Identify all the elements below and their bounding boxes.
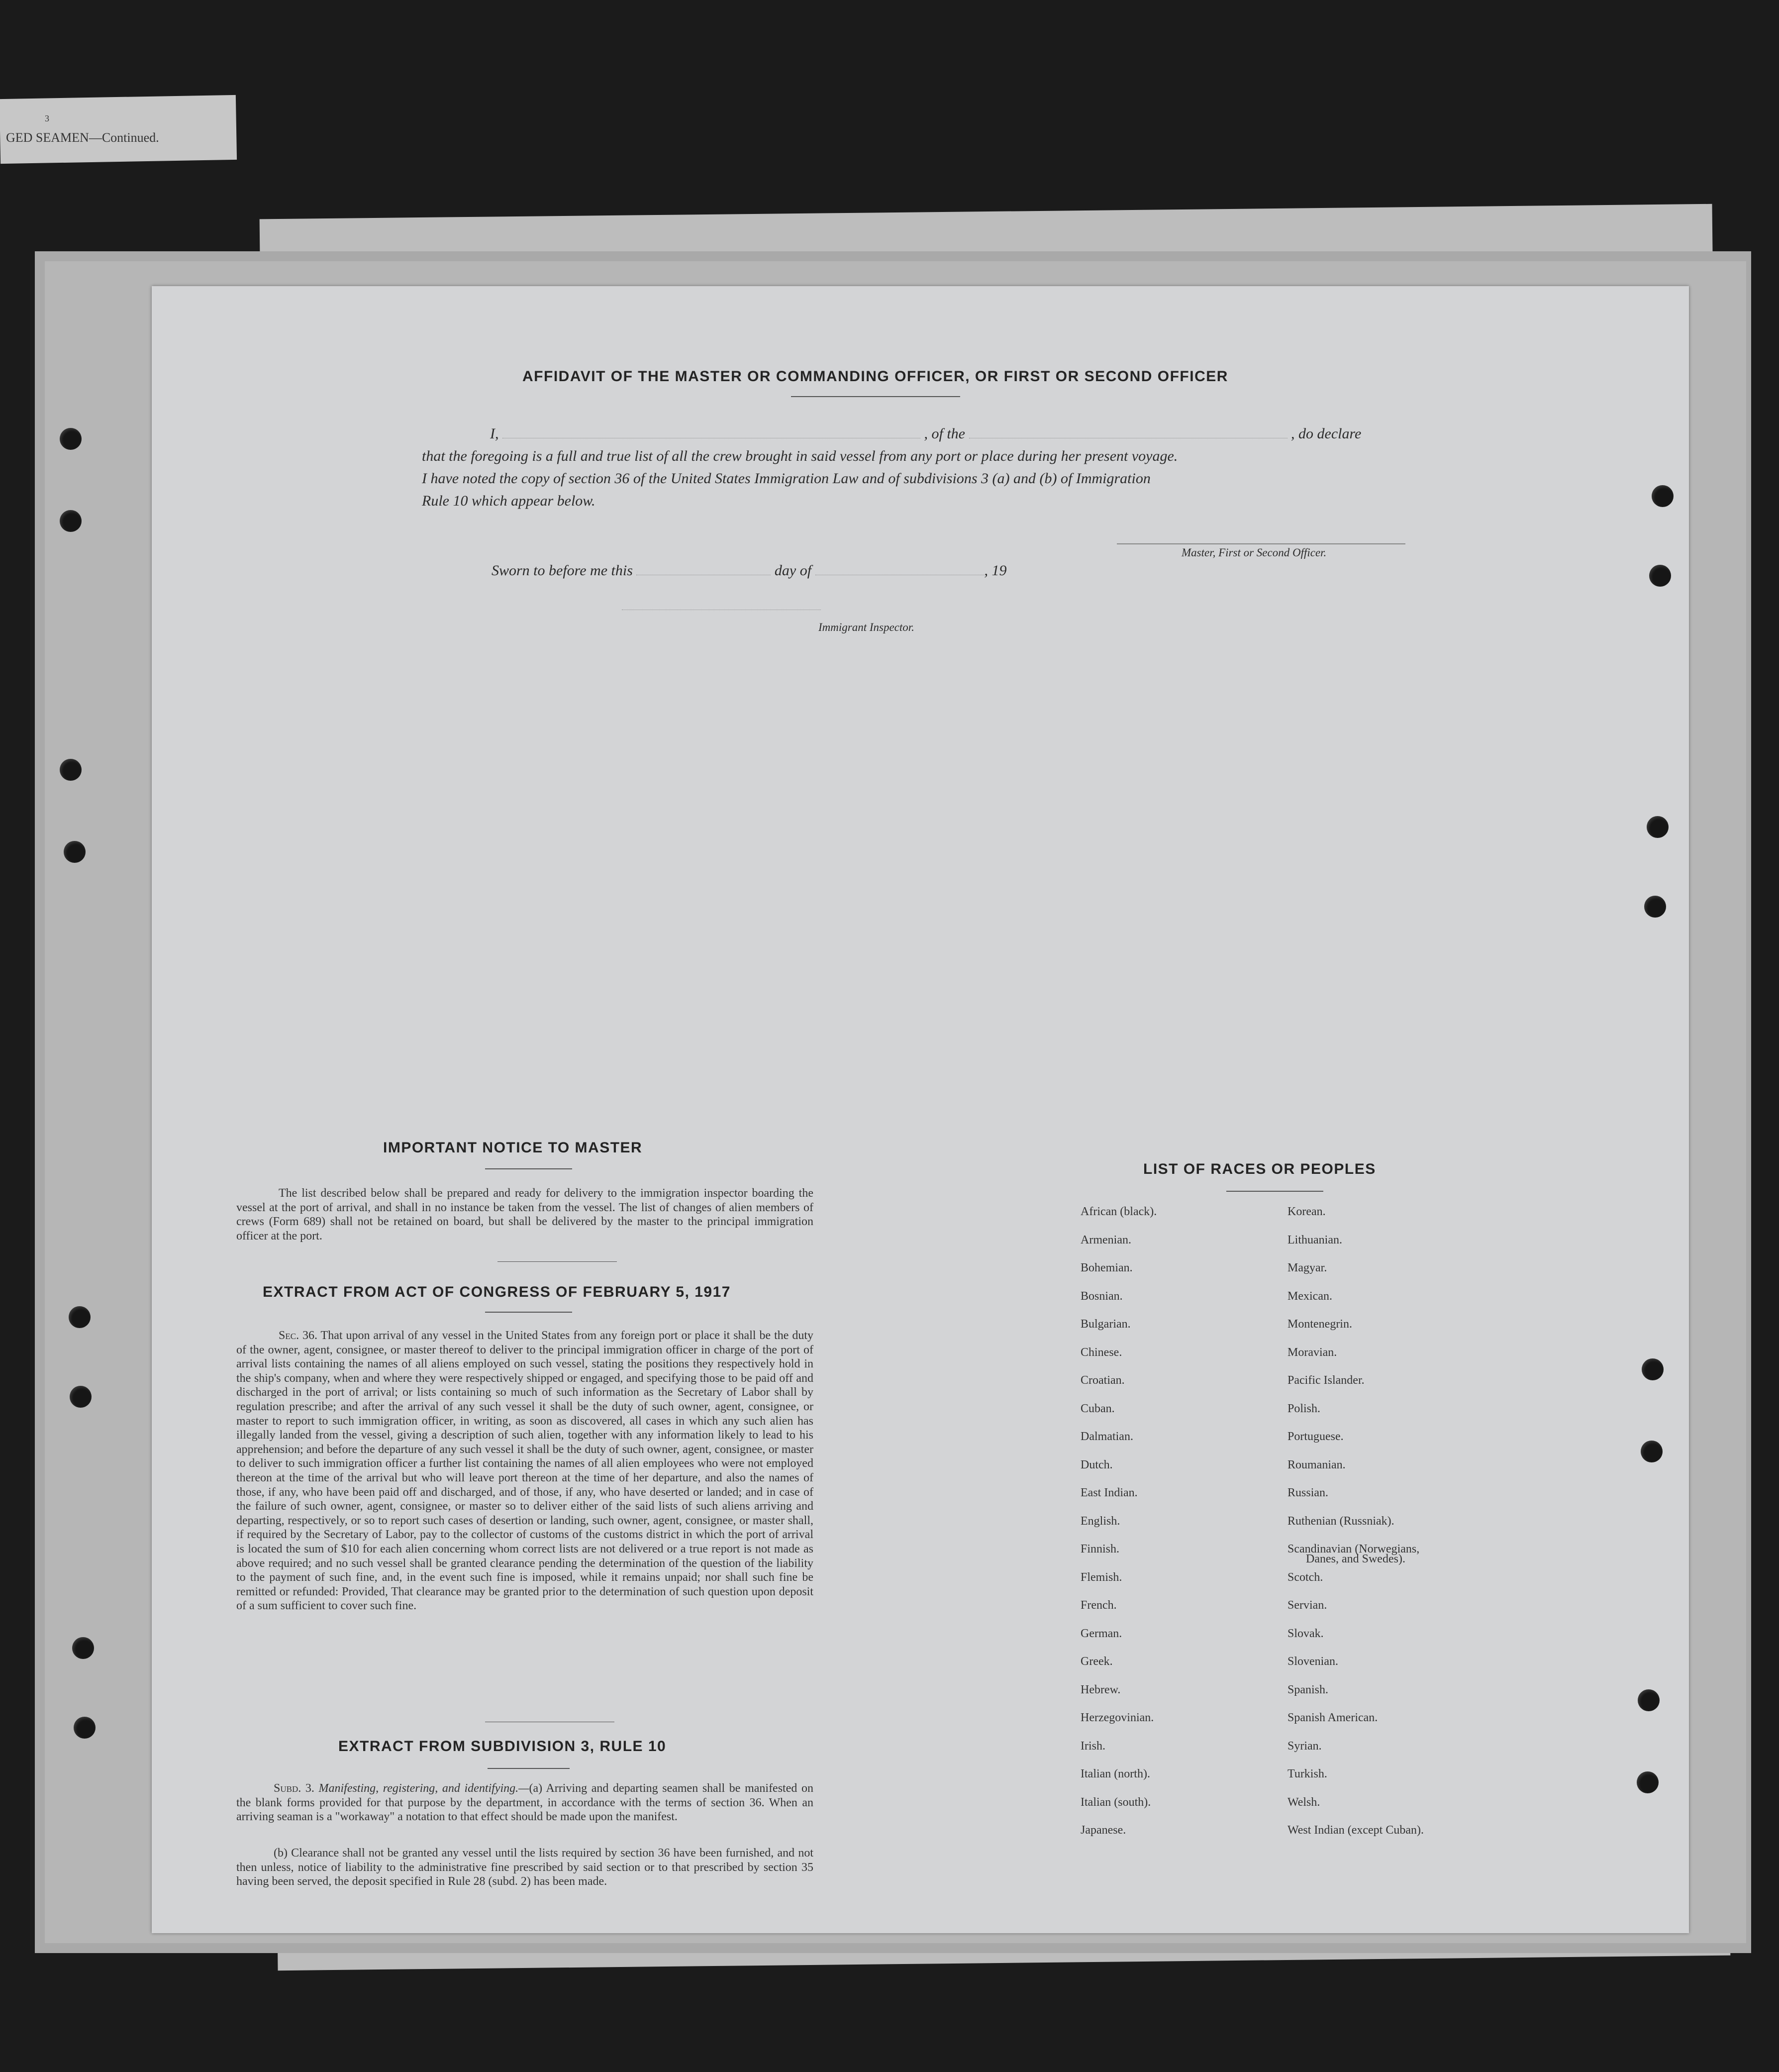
binder-hole [70, 1386, 92, 1408]
race-item: Bulgarian. [1081, 1318, 1131, 1331]
sworn-prefix: Sworn to before me this [492, 562, 633, 579]
race-item: Magyar. [1287, 1261, 1327, 1274]
notice-divider [485, 1168, 572, 1169]
race-item: Slovenian. [1287, 1655, 1338, 1668]
race-item: Greek. [1081, 1655, 1113, 1668]
race-item: Portuguese. [1287, 1430, 1344, 1443]
race-item: Syrian. [1287, 1740, 1322, 1753]
sec-label: Sec. 36. [279, 1329, 318, 1342]
affidavit-declare: , do declare [1291, 425, 1362, 442]
title-divider [791, 396, 960, 397]
races-title: LIST OF RACES OR PEOPLES [1143, 1161, 1376, 1177]
race-item: Russian. [1287, 1486, 1329, 1499]
race-item: Irish. [1081, 1740, 1105, 1753]
affidavit-line4: Rule 10 which appear below. [422, 493, 595, 509]
rule-divider [488, 1768, 570, 1769]
race-item: Flemish. [1081, 1571, 1122, 1584]
race-item: Roumanian. [1287, 1458, 1346, 1471]
race-item: Scandinavian (Norwegians, [1287, 1543, 1420, 1555]
affidavit-i: I, [490, 425, 499, 442]
race-item: Italian (north). [1081, 1767, 1150, 1780]
stub-sheet [0, 95, 237, 164]
race-item: Bohemian. [1081, 1261, 1133, 1274]
binder-hole [69, 1306, 91, 1328]
rule-para-a [236, 1781, 813, 1824]
affidavit-title: AFFIDAVIT OF THE MASTER OR COMMANDING OFFICER, OR FIRST OR SECOND OFFICER [522, 368, 1228, 385]
subd-heading: Manifesting, registering, and identifying.— [318, 1782, 529, 1795]
sworn-year: , 19 [984, 562, 1007, 579]
race-item: Croatian. [1081, 1374, 1125, 1387]
notice-text: The list described below shall be prepared and ready for delivery to the immigration inspector boarding the vessel at the port of arrival, and shall in no instance be taken from the vessel. The list of changes of alien members of crews (Form 689) shall not be retained on board, but shall be delivered by the master to the principal immigration officer at the port. [236, 1187, 813, 1243]
stub-text: GED SEAMEN—Continued. [6, 130, 159, 145]
race-item: English. [1081, 1515, 1120, 1528]
race-item: Spanish American. [1287, 1711, 1378, 1724]
rule-para-b: (b) Clearance shall not be granted any vessel until the lists required by section 36 have been furnished, and not then unless, notice of liability to the administrative fine prescribed by said section or to that prescribed by section 35 having been served, the deposit specified in Rule 28 (subd. 2) has been made. [236, 1847, 813, 1888]
race-item: East Indian. [1081, 1486, 1138, 1499]
stub-number: 3 [45, 113, 49, 123]
rule-title: EXTRACT FROM SUBDIVISION 3, RULE 10 [338, 1738, 667, 1755]
master-signature-line[interactable] [1117, 543, 1405, 544]
race-item: Korean. [1287, 1205, 1326, 1218]
binder-hole [1652, 485, 1674, 507]
race-item: Slovak. [1287, 1627, 1324, 1640]
binder-hole [1642, 1358, 1664, 1380]
binder-hole [1637, 1771, 1659, 1793]
binder-hole [60, 428, 82, 450]
race-item: Japanese. [1081, 1824, 1126, 1837]
inspector-label: Immigrant Inspector. [818, 621, 914, 633]
race-item: German. [1081, 1627, 1122, 1640]
race-item: Dutch. [1081, 1458, 1113, 1471]
master-signature-label: Master, First or Second Officer. [1182, 546, 1327, 559]
race-item: Servian. [1287, 1599, 1327, 1612]
form-page [152, 286, 1689, 1933]
binder-hole [1649, 565, 1671, 587]
binder-hole [72, 1637, 94, 1659]
race-item: Chinese. [1081, 1346, 1122, 1359]
race-item: Lithuanian. [1287, 1234, 1342, 1246]
affidavit-of: , of the [924, 425, 965, 442]
race-item: Mexican. [1287, 1290, 1332, 1303]
race-item: Hebrew. [1081, 1683, 1121, 1696]
race-item: Spanish. [1287, 1683, 1329, 1696]
races-divider [1226, 1191, 1323, 1192]
race-item: Scotch. [1287, 1571, 1323, 1584]
binder-hole [60, 510, 82, 532]
race-item: Italian (south). [1081, 1796, 1151, 1809]
act-divider [485, 1312, 572, 1313]
affidavit-line1 [490, 425, 1361, 442]
race-item: African (black). [1081, 1205, 1157, 1218]
binder-hole [1638, 1689, 1660, 1711]
race-item: Welsh. [1287, 1796, 1320, 1809]
act-text [236, 1329, 813, 1613]
race-item: Armenian. [1081, 1234, 1131, 1246]
race-item: Moravian. [1287, 1346, 1337, 1359]
binder-hole [1647, 816, 1669, 838]
subd-para-a: (a) Arriving and departing seamen shall be manifested on the blank forms provided for that purpose by the department, in accordance with the terms of section 36. When an arriving seaman is a "workaway" a notation to that effect should be made upon the manifest. [236, 1782, 814, 1824]
race-item: West Indian (except Cuban). [1287, 1824, 1424, 1837]
race-item: Dalmatian. [1081, 1430, 1133, 1443]
race-item: Polish. [1287, 1402, 1321, 1415]
sworn-day: day of [774, 562, 812, 579]
sworn-line [492, 562, 1007, 579]
binder-hole [1644, 896, 1666, 918]
binder-hole [1641, 1441, 1663, 1462]
race-item: Turkish. [1287, 1767, 1327, 1780]
race-item: Finnish. [1081, 1543, 1120, 1555]
race-item: Cuban. [1081, 1402, 1115, 1415]
subd-label: Subd. 3. [274, 1782, 314, 1795]
race-item: Ruthenian (Russniak). [1287, 1515, 1394, 1528]
affidavit-line2: that the foregoing is a full and true list of all the crew brought in said vessel from any port or place during her present voyage. [422, 448, 1178, 464]
race-item: Herzegovinian. [1081, 1711, 1154, 1724]
race-item: Pacific Islander. [1287, 1374, 1365, 1387]
race-item: Montenegrin. [1287, 1318, 1352, 1331]
race-item: French. [1081, 1599, 1117, 1612]
binder-hole [74, 1717, 96, 1739]
sec-text: That upon arrival of any vessel in the United States from any foreign port or place it shall be the duty of the owner, agent, consignee, or master thereof to deliver to the principal immigration officer in charge of the port of arrival lists containing the names of all aliens employed on such vessel, stating the positions they respectively hold in the ship's company, when and where they were respectively shipped or engaged, and specifying those to be paid off and discharged in the port of arrival; or lists containing so much of such information as the Secretary of Labor shall by regulation prescribe; and after the arrival of any such vessel it shall be the duty of such owner, agent, consignee, or master to report to such immigration officer, in writing, as soon as discovered, all cases in which any such alien has illegally landed from the vessel, giving a description of such alien, together with any information likely to lead to his apprehension; and before the departure of any such vessel it shall be the duty of such owner, agent, consignee, or master to deliver to such immigration officer a further list containing the names of all alien employees who were not employed thereon at the time of the arrival but who will leave port thereon at the time of her departure, and also the names of those, if any, who have been paid off and discharged, and of those, if any, who have deserted or landed; and in case of the failure of such owner, agent, consignee, or master so to deliver either of the said lists of such aliens arriving and departing, respectively, or so to report such cases of desertion or landing, such owner, agent, consignee, or master shall, if required by the Secretary of Labor, pay to the collector of customs of the customs district in which the port of arrival is located the sum of $10 for each alien concerning whom correct lists are not delivered or a true report is not made as above required; and no such vessel shall be granted clearance pending the determination of the question of the liability to the payment of such fine, and, in the event such fine is imposed, while it remains unpaid; nor shall such fine be remitted or refunded: Provided, That clearance may be granted prior to the determination of such question upon deposit of a sum sufficient to cover such fine. [236, 1329, 813, 1613]
race-item-continued: Danes, and Swedes). [1306, 1553, 1405, 1565]
affidavit-line3: I have noted the copy of section 36 of the United States Immigration Law and of subdivisions 3 (a) and (b) of Immigration [422, 470, 1151, 487]
section-divider [497, 1261, 617, 1262]
notice-title: IMPORTANT NOTICE TO MASTER [383, 1140, 643, 1156]
race-item: Bosnian. [1081, 1290, 1123, 1303]
binder-hole [60, 759, 82, 781]
binder-hole [64, 841, 86, 863]
act-title: EXTRACT FROM ACT OF CONGRESS OF FEBRUARY 5, 1917 [263, 1284, 731, 1300]
